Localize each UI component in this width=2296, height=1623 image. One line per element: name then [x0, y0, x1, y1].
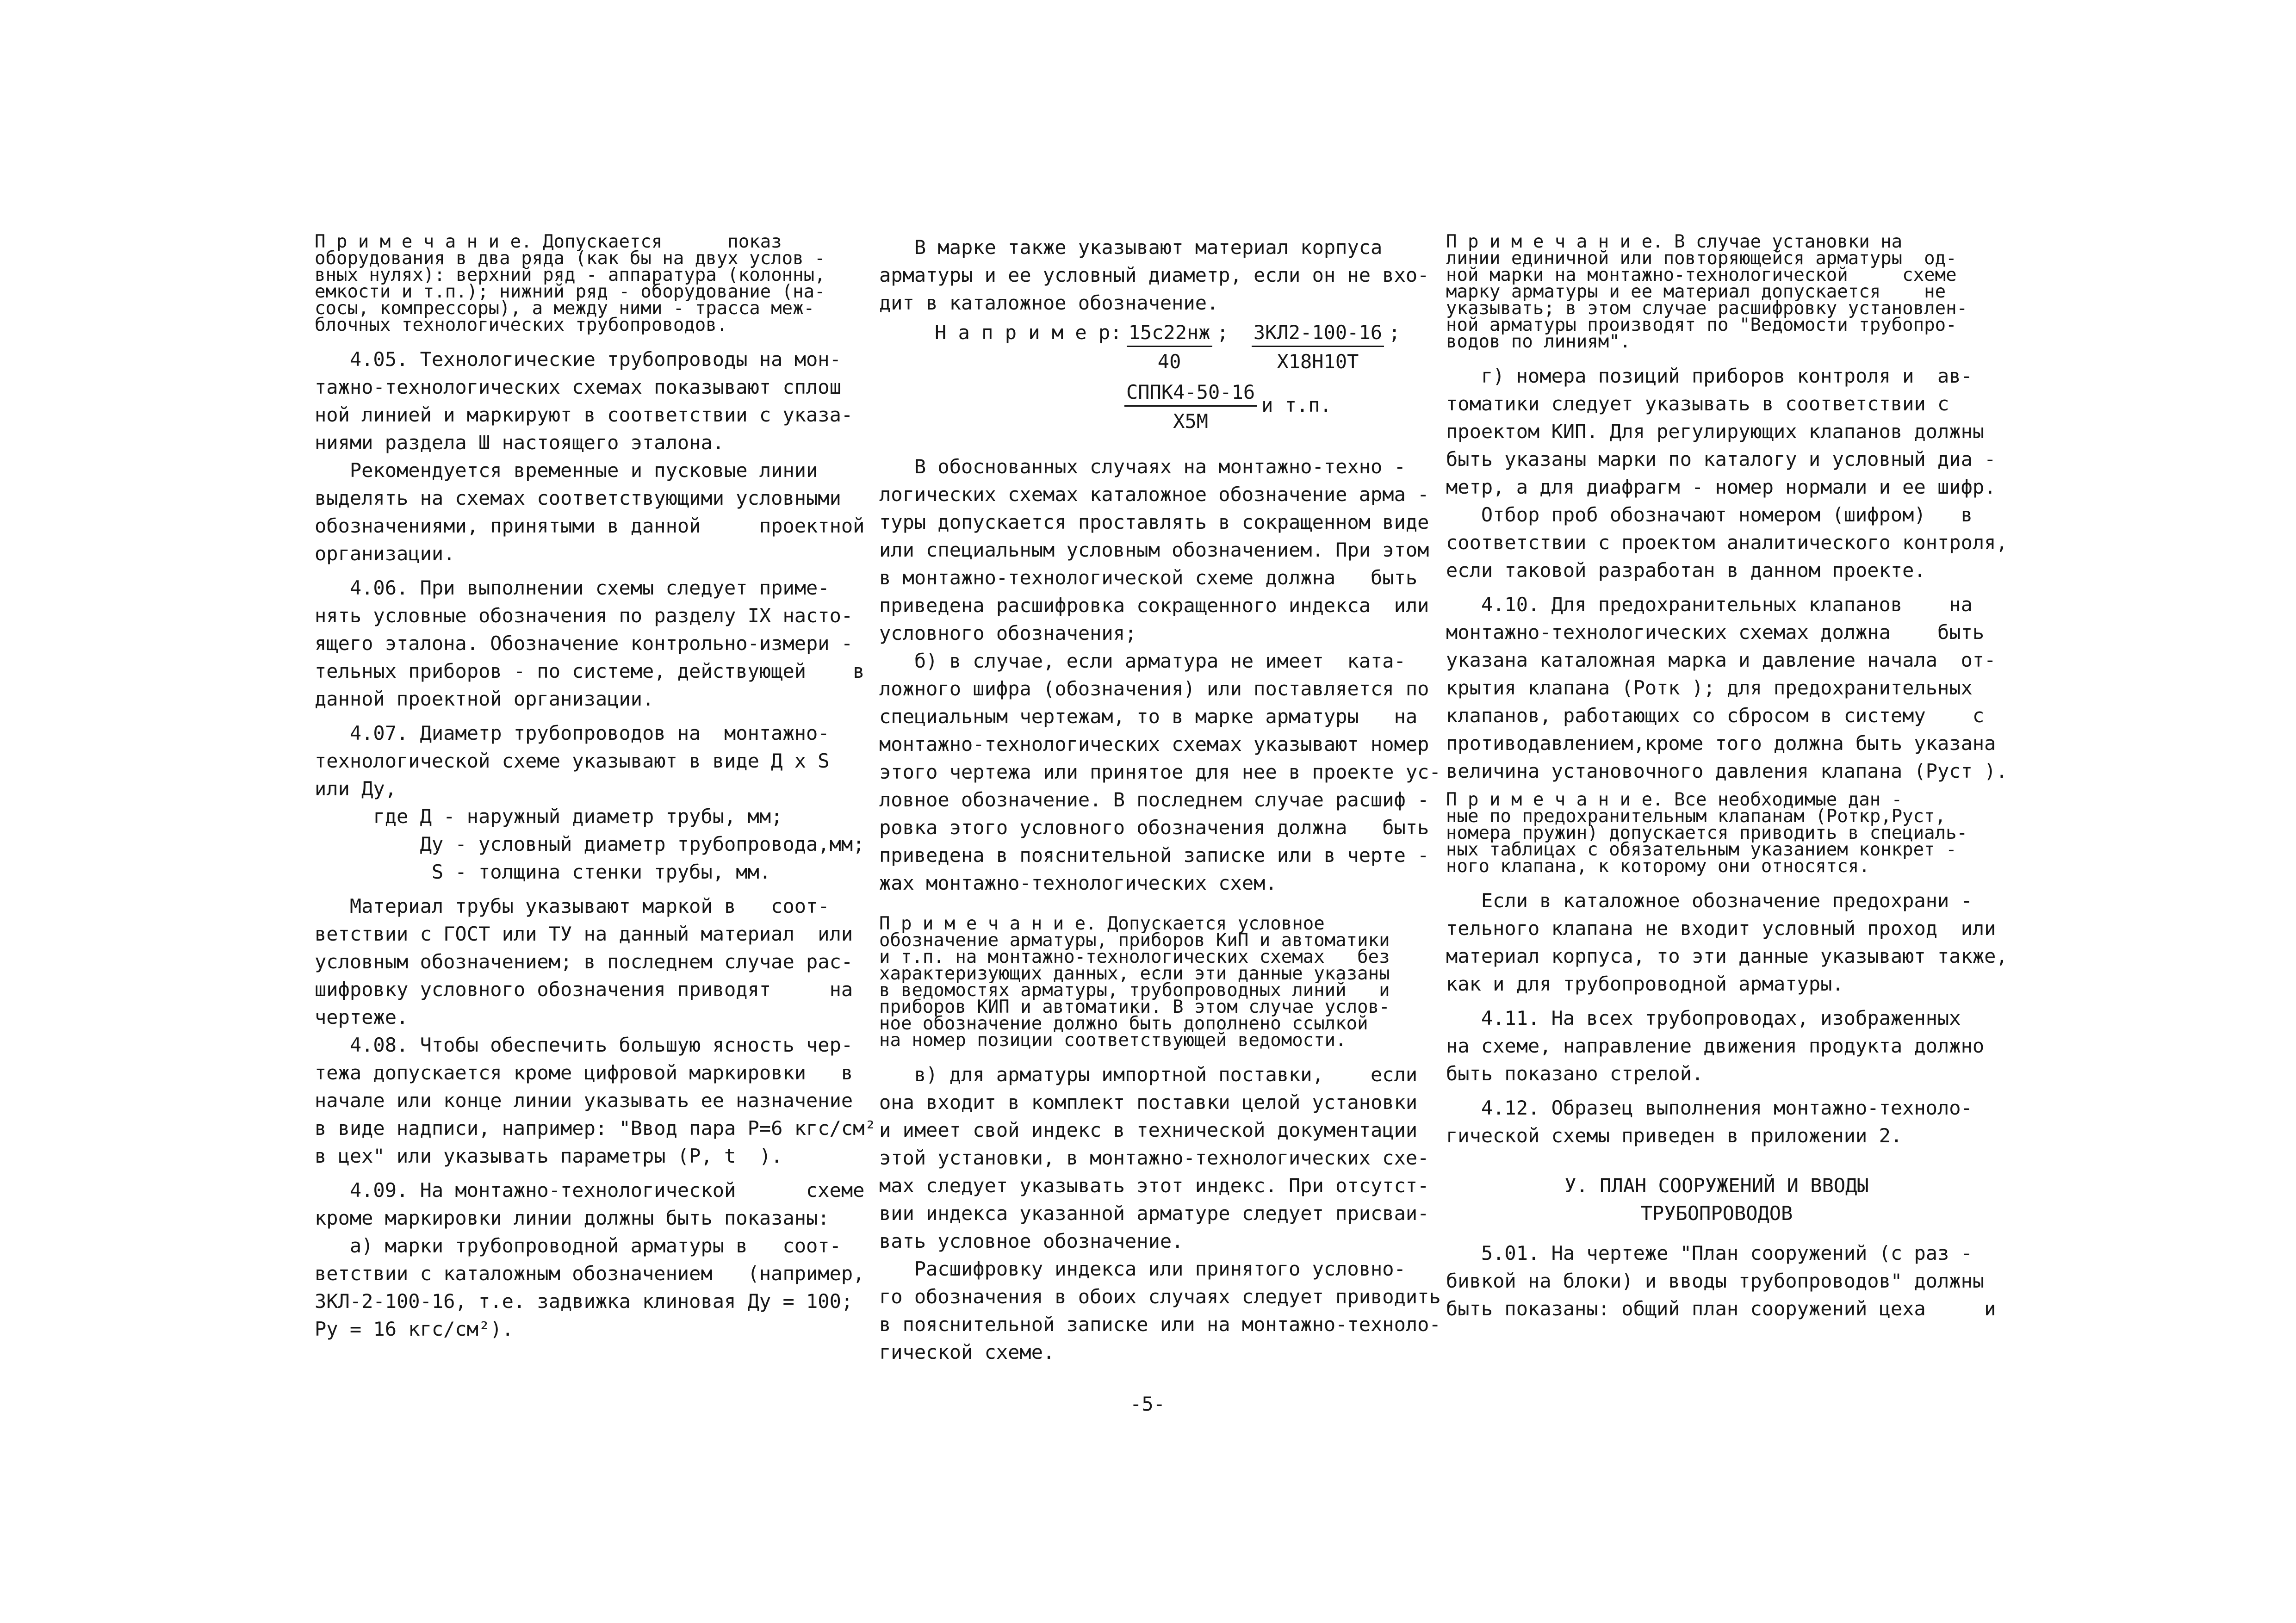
- text-line: условного обозначения;: [879, 622, 1137, 644]
- text-line: вных нулях): верхний ряд - аппаратура (колонны,: [315, 265, 825, 285]
- paragraph-4-08: [315, 1031, 876, 1170]
- text-line: обозначение арматуры, приборов КиП и автоматики: [879, 930, 1390, 951]
- text-line: ловное обозначение. В последнем случае расшиф -: [879, 788, 1429, 811]
- text-line: приведена расшифровка сокращенного индекса или: [879, 594, 1429, 617]
- text-line: Если в каталожное обозначение предохрани -: [1446, 889, 1973, 912]
- text-line: вии индекса указанной арматуре следует присваи-: [879, 1202, 1429, 1225]
- text-line: монтажно-технологических схемах указывают номер: [879, 733, 1429, 756]
- example-suffix: и т.п.: [1261, 394, 1332, 416]
- text-line: клапанов, работающих со сбросом в систему с: [1446, 704, 1985, 727]
- text-line: быть показано стрелой.: [1446, 1062, 1704, 1085]
- fraction-numerator: ЗКЛ2-100-16: [1252, 320, 1384, 347]
- text-line: крытия клапана (Ротк ); для предохранительных: [1446, 676, 1973, 699]
- paragraph-4-07: [315, 719, 851, 803]
- text-line: в пояснительной записке или на монтажно-техноло-: [879, 1313, 1441, 1336]
- note-single-fitting: [1446, 231, 1987, 352]
- text-line: Ру = 16 кгс/см²).: [315, 1318, 514, 1340]
- text-line: ные по предохранительным клапанам (Роткр,Руст,: [1446, 806, 1946, 827]
- text-line: проектом КИП. Для регулирующих клапанов должны: [1446, 420, 1985, 443]
- text-line: 4.07. Диаметр трубопроводов на монтажно-: [315, 722, 830, 744]
- text-line: 5.01. На чертеже "План сооружений (с раз -: [1446, 1242, 1973, 1264]
- text-line: ниями раздела Ш настоящего эталона.: [315, 431, 725, 454]
- text-line: ложного шифра (обозначения) или поставляется по: [879, 677, 1429, 700]
- text-line: жах монтажно-технологических схем.: [879, 872, 1277, 894]
- text-line: 4.10. Для предохранительных клапанов на: [1446, 593, 1973, 616]
- example-fraction: [1127, 320, 1212, 375]
- text-line: ящего эталона. Обозначение контрольно-измери -: [315, 632, 853, 655]
- text-line: соответствии с проектом аналитического контроля,: [1446, 531, 2008, 554]
- text-line: в монтажно-технологической схеме должна быть: [879, 566, 1418, 589]
- text-line: бивкой на блоки) и вводы трубопроводов" должны: [1446, 1270, 1985, 1292]
- text-line: П р и м е ч а н и е. Допускается показ: [315, 231, 782, 252]
- paragraph-justified: [879, 453, 1429, 647]
- fraction-denominator: Х5М: [1173, 410, 1208, 433]
- text-line: вать условное обозначение.: [879, 1230, 1184, 1252]
- text-line: ровка этого условного обозначения должна быть: [879, 816, 1429, 839]
- text-line: S - толщина стенки трубы, мм.: [315, 861, 771, 883]
- paragraph-mark: [879, 234, 1429, 317]
- text-line: номера пружин) допускается приводить в специаль-: [1446, 823, 1968, 843]
- text-line: тельного клапана не входит условный проход или: [1446, 917, 1996, 940]
- fraction-denominator: Х18Н10Т: [1277, 350, 1359, 373]
- text-line: она входит в комплект поставки целой установки: [879, 1091, 1418, 1114]
- text-line: мах следует указывать этот индекс. При отсутст-: [879, 1174, 1429, 1197]
- text-line: или специальным условным обозначением. При этом: [879, 539, 1429, 561]
- text-line: этой установки, в монтажно-технологических схе-: [879, 1146, 1429, 1169]
- text-line: быть указаны марки по каталогу и условный диа -: [1446, 448, 1996, 471]
- text-line: линии единичной или повторяющейся арматуры од-: [1446, 248, 1957, 269]
- text-line: водов по линиям".: [1446, 331, 1631, 352]
- text-line: в) для арматуры импортной поставки, если: [879, 1063, 1418, 1086]
- text-line: шифровку условного обозначения приводят на: [315, 978, 853, 1001]
- text-line: ного клапана, к которому они относятся.: [1446, 856, 1870, 877]
- text-line: ной марки на монтажно-технологической схеме: [1446, 265, 1957, 285]
- text-line: 4.11. На всех трубопроводах, изображенных: [1446, 1007, 1961, 1029]
- example-fraction: [1124, 379, 1257, 434]
- text-line: Ду - условный диаметр трубопровода,мм;: [315, 833, 865, 855]
- text-line: и имеет свой индекс в технической документации: [879, 1119, 1418, 1141]
- section-heading: [1446, 1172, 1987, 1227]
- text-line: этого чертежа или принятое для нее в проекте ус-: [879, 761, 1441, 783]
- text-line: на схеме, направление движения продукта должно: [1446, 1035, 1985, 1057]
- text-line: или Ду,: [315, 777, 397, 800]
- definitions-list: [315, 803, 865, 886]
- text-line: приборов КИП и автоматики. В этом случае услов-: [879, 997, 1390, 1017]
- text-line: если таковой разработан в данном проекте.: [1446, 559, 1926, 582]
- text-line: обозначениями, принятыми в данной проектной: [315, 514, 865, 537]
- text-line: материал корпуса, то эти данные указывают также,: [1446, 945, 2008, 967]
- column-left: [315, 231, 876, 1343]
- paragraph-v: [879, 1061, 1429, 1255]
- text-line: сосы, компрессоры), а между ними - трасса меж-: [315, 298, 815, 319]
- text-line: и т.п. на монтажно-технологических схемах без: [879, 947, 1390, 967]
- text-line: гической схеме.: [879, 1341, 1055, 1363]
- text-line: противодавлением,кроме того должна быть указана: [1446, 732, 1996, 755]
- note-kip: [879, 913, 1418, 1051]
- text-line: 4.06. При выполнении схемы следует приме-: [315, 576, 830, 599]
- text-line: приведена в пояснительной записке или в черте -: [879, 844, 1429, 867]
- separator: ;: [1216, 321, 1229, 344]
- text-line: арматуры и ее условный диаметр, если он не вхо-: [879, 264, 1429, 286]
- text-line: оборудования в два ряда (как бы на двух услов -: [315, 248, 825, 269]
- paragraph-catalog: [1446, 887, 2008, 998]
- text-line: г) номера позиций приборов контроля и ав-: [1446, 365, 1973, 387]
- text-line: в виде надписи, например: "Ввод пара Р=6 кгс/см²: [315, 1117, 876, 1140]
- text-line: ЗКЛ-2-100-16, т.е. задвижка клиновая Ду = 100;: [315, 1290, 853, 1313]
- text-line: дит в каталожное обозначение.: [879, 291, 1219, 314]
- text-line: 4.12. Образец выполнения монтажно-техноло-: [1446, 1096, 1973, 1119]
- heading-line: У. ПЛАН СООРУЖЕНИЙ И ВВОДЫ: [1564, 1174, 1869, 1197]
- heading-line: ТРУБОПРОВОДОВ: [1640, 1202, 1793, 1225]
- text-line: быть показаны: общий план сооружений цеха и: [1446, 1297, 1996, 1320]
- text-line: марку арматуры и ее материал допускается не: [1446, 281, 1946, 302]
- text-line: нять условные обозначения по разделу IX насто-: [315, 604, 853, 627]
- paragraph-4-11: [1446, 1004, 1987, 1088]
- text-line: тельных приборов - по системе, действующей в: [315, 660, 865, 682]
- text-line: на номер позиции соответствующей ведомости.: [879, 1030, 1347, 1051]
- text-line: выделять на схемах соответствующими условными: [315, 487, 841, 509]
- paragraph-4-06: [315, 574, 865, 713]
- text-line: логических схемах каталожное обозначение арма -: [879, 483, 1429, 506]
- text-line: В обоснованных случаях на монтажно-техно -: [879, 455, 1406, 478]
- fraction-denominator: 40: [1157, 350, 1181, 373]
- paragraph-recommend: [315, 457, 865, 568]
- text-line: блочных технологических трубопроводов.: [315, 315, 728, 335]
- paragraph-b: [879, 647, 1441, 897]
- text-line: ветствии с каталожным обозначением (например,: [315, 1262, 865, 1285]
- text-line: П р и м е ч а н и е. Все необходимые дан -: [1446, 789, 1903, 810]
- separator: ;: [1389, 321, 1401, 344]
- text-line: технологической схеме указывают в виде Д х S: [315, 750, 830, 772]
- text-line: в ведомостях арматуры, трубопроводных линий и: [879, 980, 1390, 1001]
- text-line: ных таблицах с обязательным указанием конкрет -: [1446, 839, 1957, 860]
- fraction-numerator: СППК4-50-16: [1124, 379, 1257, 407]
- paragraph-4-10: [1446, 591, 2008, 785]
- example-row: [879, 379, 1418, 434]
- text-line: го обозначения в обоих случаях следует приводить: [879, 1285, 1441, 1308]
- text-line: тежа допускается кроме цифровой маркировки в: [315, 1061, 853, 1084]
- text-line: П р и м е ч а н и е. В случае установки на: [1446, 231, 1903, 252]
- text-line: специальным чертежам, то в марке арматуры на: [879, 705, 1418, 728]
- text-line: кроме маркировки линии должны быть показаны:: [315, 1207, 830, 1229]
- column-middle: [879, 234, 1441, 1366]
- text-line: монтажно-технологических схемах должна быть: [1446, 621, 1985, 644]
- text-line: величина установочного давления клапана (Руст ).: [1446, 760, 2008, 782]
- text-line: 4.05. Технологические трубопроводы на мон-: [315, 348, 841, 371]
- note-safety-valves: [1446, 789, 1987, 877]
- text-line: емкости и т.п.); нижний ряд - оборудование (на-: [315, 281, 825, 302]
- text-line: где Д - наружный диаметр трубы, мм;: [315, 805, 783, 828]
- paragraph-material: [315, 892, 851, 1031]
- text-line: условным обозначением; в последнем случае рас-: [315, 950, 853, 973]
- text-line: тажно-технологических схемах показывают сплош: [315, 376, 841, 398]
- text-line: данной проектной организации.: [315, 688, 654, 710]
- text-line: как и для трубопроводной арматуры.: [1446, 973, 1844, 995]
- text-line: гической схемы приведен в приложении 2.: [1446, 1124, 1903, 1147]
- text-line: метр, а для диафрагм - номер нормали и ее шифр.: [1446, 476, 1996, 498]
- text-line: В марке также указывают материал корпуса: [879, 236, 1383, 259]
- text-line: ной арматуры производят по "Ведомости трубопро-: [1446, 315, 1957, 335]
- paragraph-4-12: [1446, 1094, 1987, 1150]
- text-line: Материал трубы указывают маркой в соот-: [315, 895, 830, 917]
- paragraph-4-09: [315, 1177, 865, 1343]
- paragraph-4-05: [315, 346, 851, 457]
- text-line: ное обозначение должно быть дополнено ссылкой: [879, 1013, 1368, 1034]
- text-line: указана каталожная марка и давление начала от-: [1446, 649, 1996, 671]
- example-fraction: [1252, 320, 1384, 375]
- page-number: -5-: [1130, 1393, 1165, 1415]
- text-line: Расшифровку индекса или принятого условно-: [879, 1258, 1406, 1280]
- text-line: характеризующих данных, если эти данные указаны: [879, 963, 1390, 984]
- paragraph-5-01: [1446, 1239, 1996, 1323]
- text-line: 4.09. На монтажно-технологической схеме: [315, 1179, 865, 1202]
- paragraph-g: [1446, 362, 1996, 501]
- text-line: 4.08. Чтобы обеспечить большую ясность чер-: [315, 1034, 853, 1056]
- text-line: Рекомендуется временные и пусковые линии: [315, 459, 818, 482]
- text-line: туры допускается проставлять в сокращенном виде: [879, 511, 1429, 533]
- text-line: ной линией и маркируют в соответствии с указа-: [315, 403, 853, 426]
- text-line: П р и м е ч а н и е. Допускается условное: [879, 913, 1325, 934]
- column-right: [1446, 231, 2008, 1323]
- text-line: а) марки трубопроводной арматуры в соот-: [315, 1234, 841, 1257]
- text-line: томатики следует указывать в соответствии с: [1446, 392, 1949, 415]
- fraction-numerator: 15с22нж: [1127, 320, 1212, 347]
- text-line: ветствии с ГОСТ или ТУ на данный материал или: [315, 923, 853, 945]
- text-line: чертеже.: [315, 1006, 409, 1028]
- text-line: б) в случае, если арматура не имеет ката-: [879, 650, 1406, 672]
- paragraph-sample: [1446, 501, 2008, 584]
- text-line: Отбор проб обозначают номером (шифром) в: [1446, 503, 1973, 526]
- text-line: указывать; в этом случае расшифровку установлен-: [1446, 298, 1968, 319]
- text-line: в цех" или указывать параметры (Р, t ).: [315, 1145, 783, 1167]
- example-row: [879, 320, 1418, 375]
- example-label: Н а п р и м е р:: [935, 321, 1122, 344]
- note-two-rows: [315, 231, 851, 335]
- text-line: начале или конце линии указывать ее назначение: [315, 1089, 853, 1112]
- text-line: организации.: [315, 542, 455, 565]
- paragraph-decode: [879, 1255, 1441, 1366]
